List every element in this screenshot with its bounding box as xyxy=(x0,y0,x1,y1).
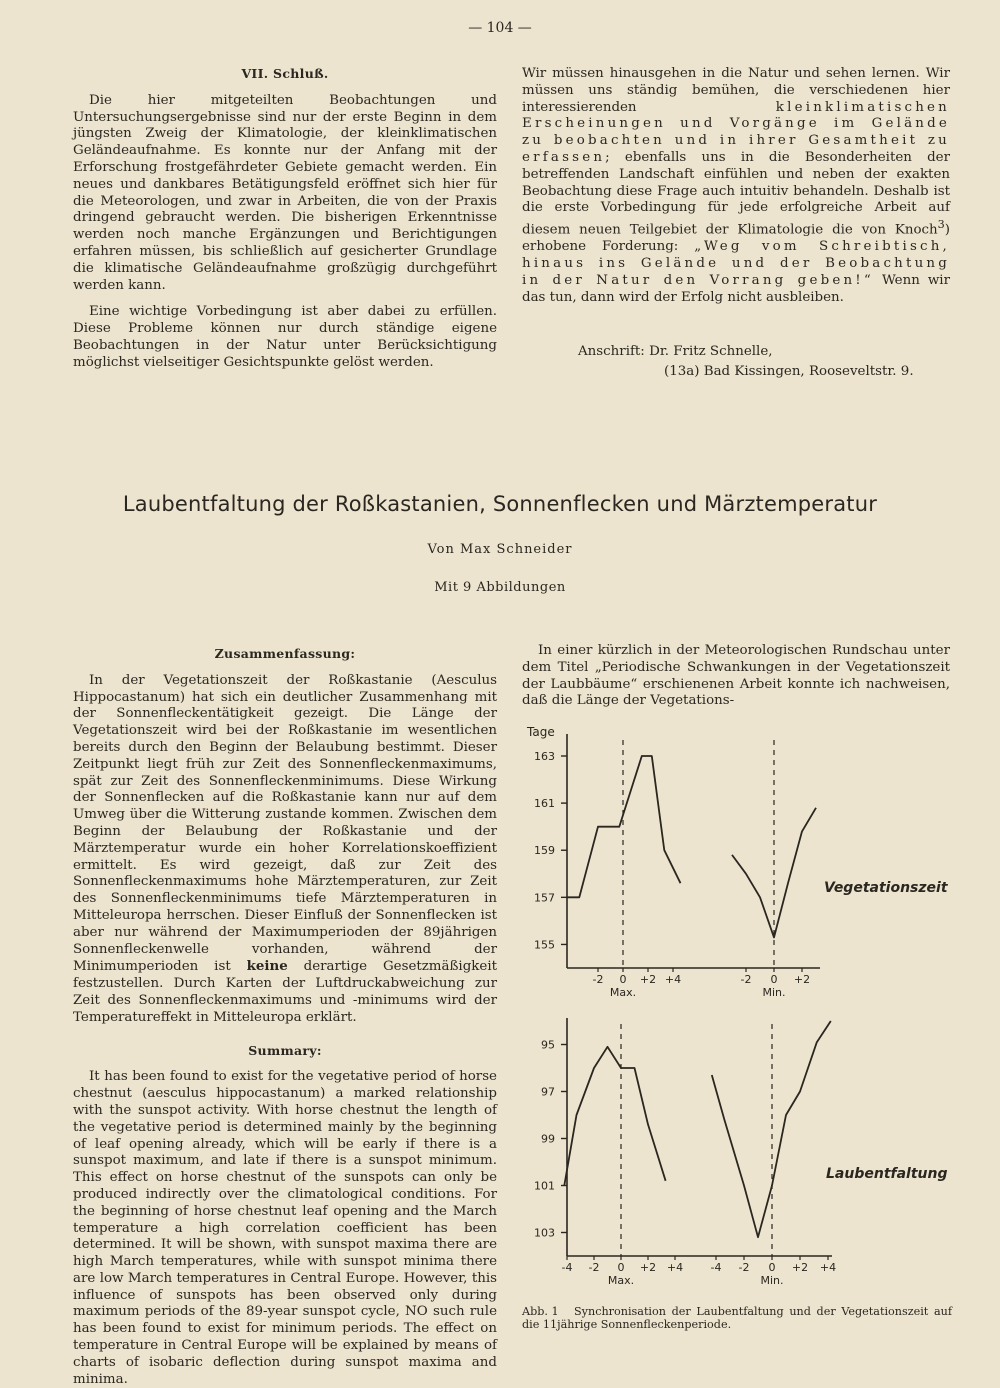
paragraph: Eine wichtige Vorbedingung ist aber dabei zu erfüllen. Diese Probleme können nur durch ständige eigene Beobachtungen in der Natur unter Berücksichtigung möglichst vielseitiger Gesichtspunkte gelöst werden. xyxy=(73,304,497,370)
address-line: (13a) Bad Kissingen, Rooseveltstr. 9. xyxy=(664,364,914,379)
author-address xyxy=(522,342,950,382)
section-heading: VII. Schluß. xyxy=(241,66,329,81)
y-tick-label: 101 xyxy=(534,1179,555,1193)
text-run: Wir müssen hinausgehen in die Natur und sehen lernen. Wir müssen uns ständig bemühen, die verschiedenen hier interessierenden xyxy=(522,66,950,115)
y-tick-label: 157 xyxy=(534,891,555,905)
x-marker-label: Min. xyxy=(762,986,786,999)
x-marker-label: Max. xyxy=(609,986,637,999)
x-tick-label: -2 xyxy=(592,973,604,986)
section-schluss xyxy=(73,66,497,372)
x-tick-label: 0 xyxy=(770,973,778,986)
series-line-min xyxy=(712,1021,831,1237)
y-tick-label: 99 xyxy=(541,1132,555,1146)
chart-laubentfaltung-svg xyxy=(520,1012,960,1296)
series-line-max xyxy=(564,1047,665,1186)
text-run: Wenn wir das tun, dann wird der Erfolg nicht ausbleiben. xyxy=(522,273,950,305)
y-tick-label: 161 xyxy=(534,797,555,811)
figure-caption xyxy=(522,1305,952,1331)
text-run: ; ebenfalls uns in die Besonderheiten der betreffenden Landschaft einfühlen und neben der exakten Beobachtung diese Frage auch intuitiv behandeln. Deshalb ist die erste Vorbedingung für jede erfolgreiche Arbeit auf diesem neuen Teilgebiet der Klimatologie die von Knoch xyxy=(522,149,950,238)
figures-note: Mit 9 Abbildungen xyxy=(434,580,566,595)
y-axis-label: Tage xyxy=(527,725,555,739)
x-tick-label: -2 xyxy=(588,1261,600,1274)
paragraph xyxy=(522,66,950,307)
series-line-max xyxy=(567,756,681,897)
x-tick-label: 0 xyxy=(617,1261,625,1274)
y-tick-label: 159 xyxy=(534,844,555,858)
x-tick-label: +4 xyxy=(819,1261,837,1274)
caption-label: Abb. 1 xyxy=(522,1305,559,1318)
x-tick-label: -4 xyxy=(710,1261,722,1274)
text-run: In der Vegetationszeit der Roßkastanie (Aesculus Hippocastanum) hat sich ein deutlicher Zusammenhang mit der Sonnenfleckentätigkeit gezeigt. Die Länge der Vegetationszeit wird bei der Roßkastanie im wesentlichen bereits durch den Beginn der Belaubung bestimmt. Dieser Zeitpunkt liegt früh zur Zeit des Sonnenfleckenmaximums, spät zur Zeit des Sonnenfleckenminimums. Diese Wirkung der Sonnenflecken auf die Roßkastanie kann nur auf dem Umweg über die Witterung zustande kommen. Zwischen dem Beginn der Belaubung der Roßkastanie und der Märztemperatur wurde ein hoher Korrelationskoeffizient ermittelt. Es wird gezeigt, daß zur Zeit des Sonnenfleckenmaximums hohe Märztemperaturen, zur Zeit des Sonnenfleckenminimums tiefe Märztemperaturen in Mitteleuropa herrschen. Dieser Einfluß der Sonnenflecken ist aber nur während der Maximumperioden der 89jährigen Sonnenfleckenwelle vorhanden, während der Minimumperioden ist xyxy=(73,672,497,975)
x-tick-label: +2 xyxy=(639,973,657,986)
x-tick-label: 0 xyxy=(768,1261,776,1274)
x-marker-label: Max. xyxy=(607,1274,635,1287)
x-tick-label: +2 xyxy=(793,973,811,986)
text-run: derartige Gesetzmäßigkeit festzustellen. Durch Karten der Luftdruckabweichung zur Zeit des Sonnenfleckenmaximums und -minimums wird der Temperatureffekt in Mitteleuropa erklärt. xyxy=(73,959,497,1025)
section-continuation xyxy=(522,66,950,307)
abstract-de xyxy=(73,673,497,1027)
y-tick-label: 103 xyxy=(534,1226,555,1240)
page-number: — 104 — xyxy=(468,20,532,36)
y-tick-label: 155 xyxy=(534,938,555,952)
abstract-en: It has been found to exist for the vegetative period of horse chestnut (aesculus hippocastanum) a marked relationship with the sunspot activity. With horse chestnut the length of the vegetative period is determined mainly by the beginning of leaf opening already, which will be early if there is a sunspot maximum, and late if there is a sunspot minimum. This effect on horse chestnut of the sunspots can only be produced indirectly over the climatological conditions. For the beginning of horse chestnut leaf opening and the March temperature a high correlation coefficient has been determined. It will be shown, with sunspot maxima there are high March temperatures, while with sunspot minima there are low March temperatures in Central Europe. However, this influence of sunspots has been observed only during maximum periods of the 89-year sunspot cycle, NO such rule has been found to exist for minimum periods. The effect on temperature in Central Europe will be explained by means of charts of isobaric deflection during sunspot maxima and minima. xyxy=(73,1069,497,1387)
x-tick-label: +4 xyxy=(666,1261,684,1274)
x-tick-label: +4 xyxy=(664,973,682,986)
abstract-heading: Zusammenfassung: xyxy=(214,646,356,661)
x-tick-label: -2 xyxy=(740,973,752,986)
article-author: Von Max Schneider xyxy=(427,542,573,557)
caption-text: Synchronisation der Laubentfaltung und der Vegetationszeit auf die 11jährige Sonnenfleckenperiode. xyxy=(522,1305,952,1331)
spaced-quote: „Weg vom Schreibtisch, hinaus ins Gelände und der Beobachtung in der Natur den Vorrang geben!“ xyxy=(522,239,950,289)
text-run: ) erhobene Forderung: xyxy=(522,222,950,255)
y-tick-label: 163 xyxy=(534,750,555,763)
footnote-ref: 3 xyxy=(937,218,945,232)
x-tick-label: -2 xyxy=(738,1261,750,1274)
bold-text: keine xyxy=(246,958,288,975)
y-tick-label: 95 xyxy=(541,1038,555,1052)
chart-vegetationszeit-svg xyxy=(520,724,960,1014)
x-tick-label: 0 xyxy=(619,973,627,986)
chart-laubentfaltung xyxy=(520,1012,960,1296)
series-title: Laubentfaltung xyxy=(826,1166,948,1182)
x-tick-label: +2 xyxy=(639,1261,657,1274)
x-tick-label: +2 xyxy=(791,1261,809,1274)
x-tick-label: -4 xyxy=(561,1261,573,1274)
abstract-column xyxy=(73,646,497,1388)
intro-column xyxy=(522,643,950,710)
address-line: Anschrift: Dr. Fritz Schnelle, xyxy=(578,344,773,359)
series-title: Vegetationszeit xyxy=(824,880,948,896)
spaced-text: kleinklimatischen Erscheinungen und Vorgänge im Gelände zu beobachten und in ihrer Gesamtheit zu erfassen xyxy=(522,99,950,165)
intro-paragraph: In einer kürzlich in der Meteorologischen Rundschau unter dem Titel „Periodische Schwankungen in der Vegetationszeit der Laubbäume“ erschienenen Arbeit konnte ich nachweisen, daß die Länge der Vegetations- xyxy=(522,643,950,709)
article-title: Laubentfaltung der Roßkastanien, Sonnenflecken und Märztemperatur xyxy=(122,492,878,516)
chart-vegetationszeit xyxy=(520,724,960,1014)
summary-heading: Summary: xyxy=(248,1042,322,1058)
paragraph: Die hier mitgeteilten Beobachtungen und Untersuchungsergebnisse sind nur der erste Beginn in dem jüngsten Zweig der Klimatologie, der kleinklimatischen Geländeaufnahme. Es konnte nur der Anfang mit der Erforschung frostgefährdeter Gebiete gemacht werden. Ein neues und dankbares Betätigungsfeld eröffnet sich hier für die Meteorologen, und zwar in Arbeiten, die von der Praxis dringend gebraucht werden. Die bisherigen Erkenntnisse werden noch manche Ergänzungen und Berichtigungen erfahren müssen, bis schließlich auf gesicherter Grundlage die klimatische Geländeaufnahme großzügig durchgeführt werden kann. xyxy=(73,92,497,293)
y-tick-label: 97 xyxy=(541,1085,555,1099)
x-marker-label: Min. xyxy=(760,1274,784,1287)
